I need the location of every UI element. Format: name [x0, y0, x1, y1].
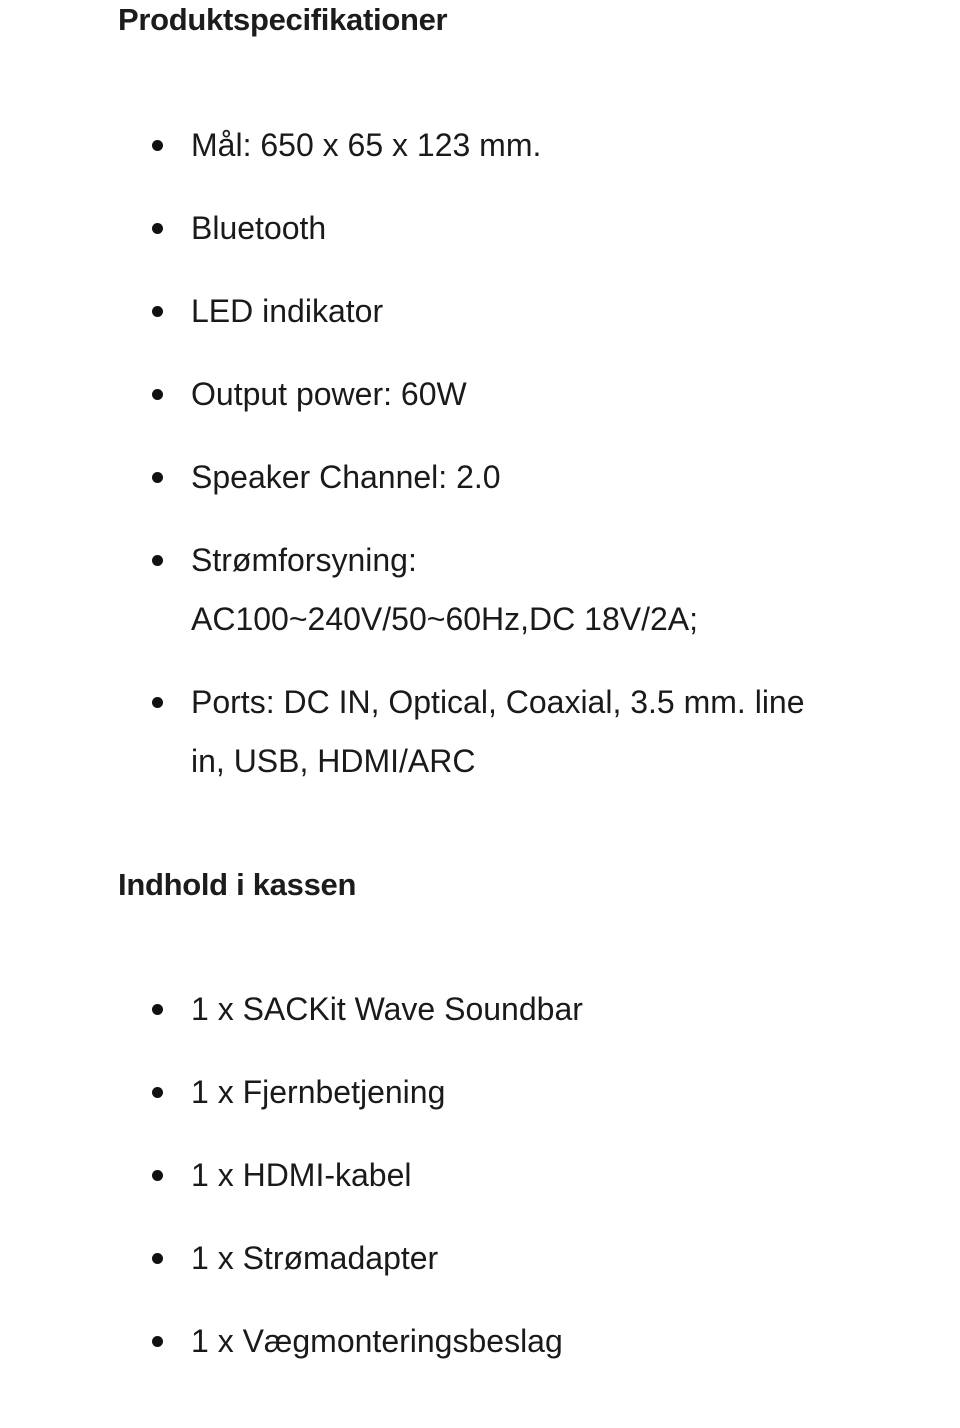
- bullet-icon: [152, 389, 163, 400]
- list-item: [0, 531, 960, 649]
- bullet-icon: [152, 1087, 163, 1098]
- list-item: [0, 980, 960, 1039]
- list-item-text: 1 x Strømadapter: [191, 1240, 439, 1276]
- list-item-text: 1 x HDMI-kabel: [191, 1157, 412, 1193]
- list-item-text: LED indikator: [191, 293, 384, 329]
- list-item: [0, 365, 960, 424]
- bullet-icon: [152, 697, 163, 708]
- specs-heading: Produktspecifikationer: [118, 2, 448, 37]
- bullet-icon: [152, 1336, 163, 1347]
- list-item-text: 1 x SACKit Wave Soundbar: [191, 991, 583, 1027]
- bullet-icon: [152, 140, 163, 151]
- list-item: [0, 673, 960, 791]
- box-contents-heading: Indhold i kassen: [118, 867, 357, 902]
- list-item-text: Ports: DC IN, Optical, Coaxial, 3.5 mm. line in, USB, HDMI/ARC: [191, 684, 805, 779]
- list-item: [0, 199, 960, 258]
- list-item-text: Strømforsyning: AC100~240V/50~60Hz,DC 18V/2A;: [191, 542, 698, 637]
- list-item: [0, 116, 960, 175]
- bullet-icon: [152, 223, 163, 234]
- bullet-icon: [152, 1253, 163, 1264]
- list-item: [0, 448, 960, 507]
- box-contents-list: [0, 980, 960, 1395]
- specs-list: [0, 116, 960, 815]
- list-item: [0, 282, 960, 341]
- list-item: [0, 1229, 960, 1288]
- list-item-text: 1 x Vægmonteringsbeslag: [191, 1323, 563, 1359]
- list-item-text: Speaker Channel: 2.0: [191, 459, 501, 495]
- list-item-text: 1 x Fjernbetjening: [191, 1074, 446, 1110]
- bullet-icon: [152, 1004, 163, 1015]
- list-item-text: Output power: 60W: [191, 376, 467, 412]
- list-item: [0, 1063, 960, 1122]
- bullet-icon: [152, 555, 163, 566]
- list-item: [0, 1146, 960, 1205]
- bullet-icon: [152, 1170, 163, 1181]
- list-item-text: Mål: 650 x 65 x 123 mm.: [191, 127, 542, 163]
- bullet-icon: [152, 472, 163, 483]
- bullet-icon: [152, 306, 163, 317]
- list-item-text: Bluetooth: [191, 210, 327, 246]
- list-item: [0, 1312, 960, 1371]
